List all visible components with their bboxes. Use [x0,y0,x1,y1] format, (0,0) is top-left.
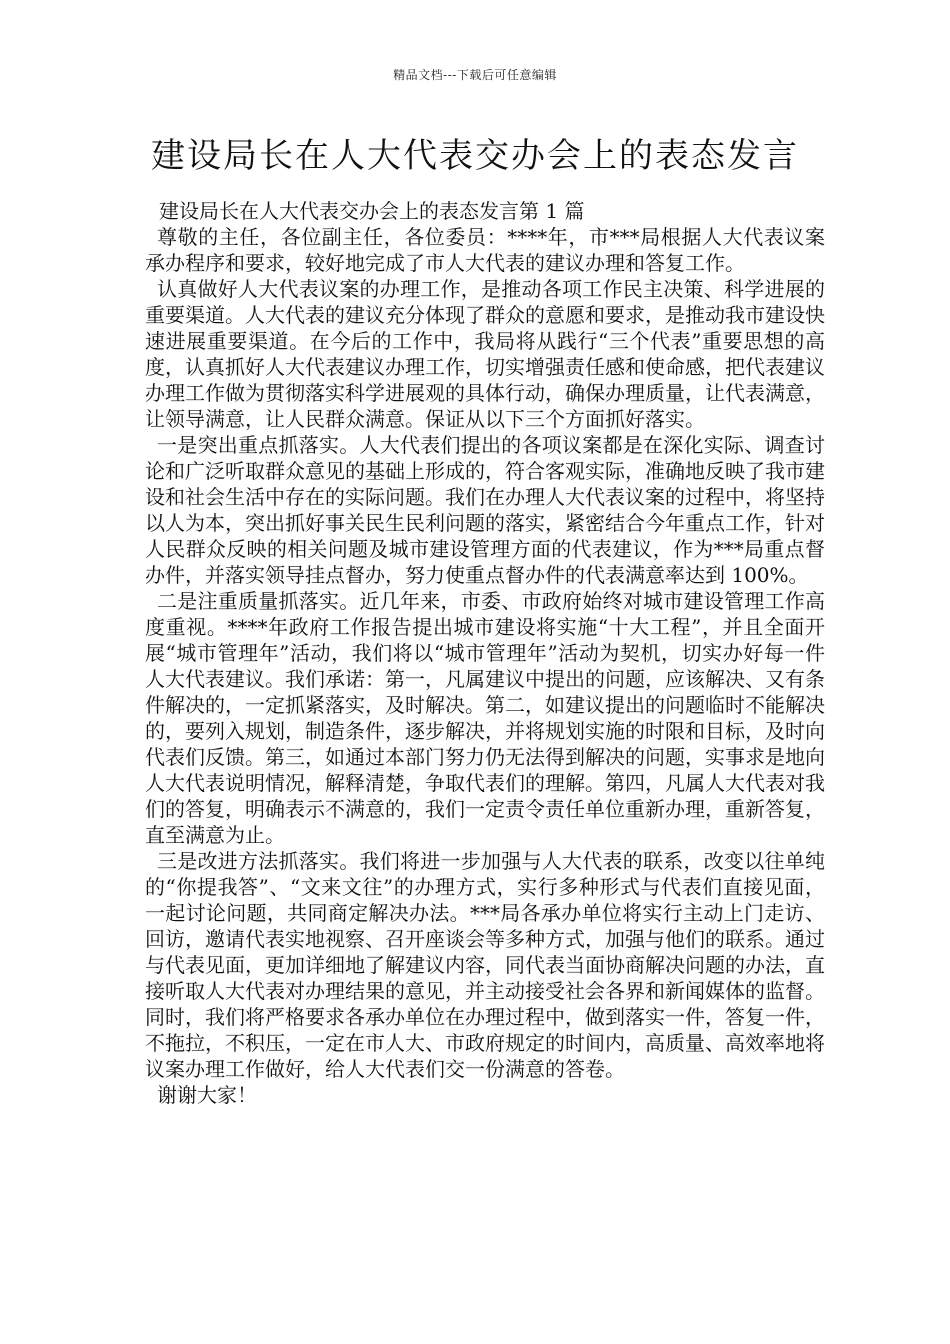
paragraph-point-one: 一是突出重点抓落实。人大代表们提出的各项议案都是在深化实际、调查讨论和广泛听取群众意见的基础上形成的，符合客观实际，准确地反映了我市建设和社会生活中存在的实际问题。我们在办理人大代表议案的过程中，将坚持以人为本，突出抓好事关民生民利问题的落实，紧密结合今年重点工作，针对人民群众反映的相关问题及城市建设管理方面的代表建议，作为***局重点督办件，并落实领导挂点督办，努力使重点督办件的代表满意率达到 100%。 [145,433,825,587]
document-title: 建设局长在人大代表交办会上的表态发言 [151,136,799,176]
paragraph-closing: 谢谢大家！ [157,1083,257,1107]
header-note: 精品文档---下载后可任意编辑 [393,68,557,82]
paragraph-point-two: 二是注重质量抓落实。近几年来，市委、市政府始终对城市建设管理工作高度重视。****年政府工作报告提出城市建设将实施“十大工程”，并且全面开展“城市管理年”活动，我们将以“城市管理年”活动为契机，切实办好每一件人大代表建议。我们承诺：第一，凡属建议中提出的问题，应该解决、又有条件解决的，一定抓紧落实，及时解决。第二，如建议提出的问题临时不能解决的，要列入规划，制造条件，逐步解决，并将规划实施的时限和目标，及时向代表们反馈。第三，如通过本部门努力仍无法得到解决的问题，实事求是地向人大代表说明情况，解释清楚，争取代表们的理解。第四，凡属人大代表对我们的答复，明确表示不满意的，我们一定责令责任单位重新办理，重新答复，直至满意为止。 [145,589,825,847]
article-subtitle: 建设局长在人大代表交办会上的表态发言第 1 篇 [159,199,585,223]
paragraph-greeting: 尊敬的主任，各位副主任，各位委员：****年，市***局根据人大代表议案承办程序和要求，较好地完成了市人大代表的建议办理和答复工作。 [145,225,825,275]
paragraph-point-three: 三是改进方法抓落实。我们将进一步加强与人大代表的联系，改变以往单纯的“你提我答”、“文来文往”的办理方式，实行多种形式与代表们直接见面，一起讨论问题，共同商定解决办法。***局各承办单位将实行主动上门走访、回访，邀请代表实地视察、召开座谈会等多种方式，加强与他们的联系。通过与代表见面，更加详细地了解建议内容，同代表当面协商解决问题的办法，直接听取人大代表对办理结果的意见，并主动接受社会各界和新闻媒体的监督。同时，我们将严格要求各承办单位在办理过程中，做到落实一件，答复一件，不拖拉，不积压，一定在市人大、市政府规定的时间内，高质量、高效率地将议案办理工作做好，给人大代表们交一份满意的答卷。 [145,849,825,1081]
paragraph-intro: 认真做好人大代表议案的办理工作，是推动各项工作民主决策、科学进展的重要渠道。人大代表的建议充分体现了群众的意愿和要求，是推动我市建设快速进展重要渠道。在今后的工作中，我局将从践行“三个代表”重要思想的高度，认真抓好人大代表建议办理工作，切实增强责任感和使命感，把代表建议办理工作做为贯彻落实科学进展观的具体行动，确保办理质量，让代表满意，让领导满意，让人民群众满意。保证从以下三个方面抓好落实。 [145,277,825,431]
document-body [145,198,825,1108]
